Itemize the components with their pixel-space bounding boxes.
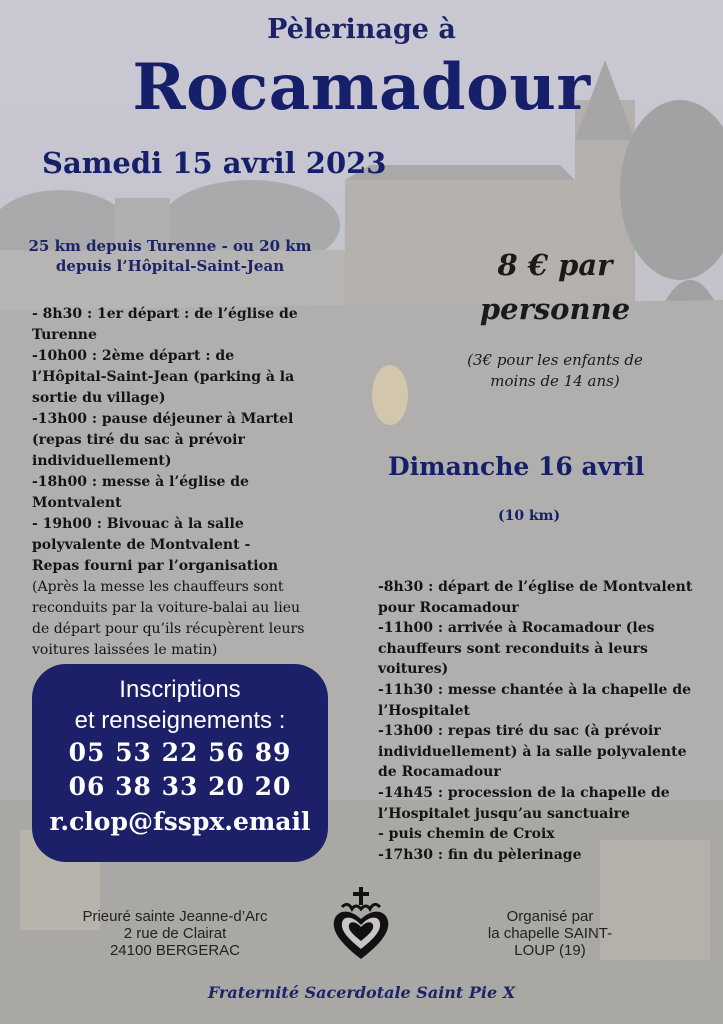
schedule-item: -13h00 : repas tiré du sac (à prévoir individuellement) à la salle polyvalente de Rocamadour xyxy=(378,723,687,781)
schedule-item: -13h00 : pause déjeuner à Martel (repas tiré du sac à prévoir individuellement) xyxy=(32,411,294,469)
day2-date: Dimanche 16 avril xyxy=(388,452,645,481)
schedule-item: -17h30 : fin du pèlerinage xyxy=(378,846,582,863)
contact-heading: Inscriptions xyxy=(119,676,241,703)
priory-address xyxy=(55,908,295,959)
schedule-item: - 8h30 : 1er départ : de l’église de Turenne xyxy=(32,306,298,343)
price xyxy=(460,243,650,331)
page-title: Rocamadour xyxy=(132,50,591,125)
schedule-item: -14h45 : procession de la chapelle de l’Hospitalet jusqu’au sanctuaire xyxy=(378,784,670,822)
schedule-item: -11h00 : arrivée à Rocamadour (les chauffeurs sont reconduits à leurs voitures) xyxy=(378,620,655,678)
organizer-line2: la chapelle SAINT- xyxy=(487,925,613,942)
day1-distance-line1: 25 km depuis Turenne - ou 20 km xyxy=(28,237,312,255)
footer-text: Fraternité Sacerdotale Saint Pie X xyxy=(207,983,516,1002)
day1-date: Samedi 15 avril 2023 xyxy=(42,146,387,180)
day1-schedule xyxy=(32,304,307,661)
contact-subheading: et renseignements : xyxy=(74,707,286,734)
price-note xyxy=(455,350,655,392)
subtitle: Pèlerinage à xyxy=(267,14,456,45)
schedule-item: - 19h00 : Bivouac à la salle polyvalente de Montvalent - xyxy=(32,516,251,553)
phone-1[interactable]: 05 53 22 56 89 xyxy=(68,738,292,767)
price-line1: 8 € par xyxy=(497,248,613,282)
schedule-item: -11h30 : messe chantée à la chapelle de l’Hospitalet xyxy=(378,681,692,719)
contact-box xyxy=(32,664,328,862)
organizer-line1: Organisé par xyxy=(506,908,594,925)
sacred-heart-icon xyxy=(330,885,392,961)
schedule-item: -18h00 : messe à l’église de Montvalent xyxy=(32,474,249,511)
organizer-line3: LOUP (19) xyxy=(514,942,586,959)
day1-distance-line2: depuis l’Hôpital-Saint-Jean xyxy=(55,257,285,275)
schedule-item: Repas fourni par l’organisation xyxy=(32,558,279,574)
day2-distance: (10 km) xyxy=(498,508,561,524)
organizer xyxy=(455,908,645,959)
email-link[interactable]: r.clop@fsspx.email xyxy=(49,807,311,836)
schedule-item: -10h00 : 2ème départ : de l’Hôpital-Saint-Jean (parking à la sortie du village) xyxy=(32,348,295,406)
schedule-item: -8h30 : départ de l’église de Montvalent pour Rocamadour xyxy=(378,579,693,616)
address-line2: 2 rue de Clairat xyxy=(123,925,227,942)
price-note-line2: moins de 14 ans) xyxy=(490,372,620,390)
schedule-note: (Après la messe les chauffeurs sont reconduits par la voiture-balai au lieu de départ pour qu’ils récupèrent leurs voitures laissées le matin) xyxy=(32,579,305,658)
address-line3: 24100 BERGERAC xyxy=(109,942,241,959)
phone-2[interactable]: 06 38 33 20 20 xyxy=(68,772,292,801)
day2-schedule xyxy=(378,577,698,865)
price-line2: personne xyxy=(479,292,631,326)
price-note-line1: (3€ pour les enfants de xyxy=(467,351,643,369)
day1-distance xyxy=(20,236,320,276)
address-line1: Prieuré sainte Jeanne-d’Arc xyxy=(82,908,268,925)
schedule-item: - puis chemin de Croix xyxy=(378,826,555,843)
